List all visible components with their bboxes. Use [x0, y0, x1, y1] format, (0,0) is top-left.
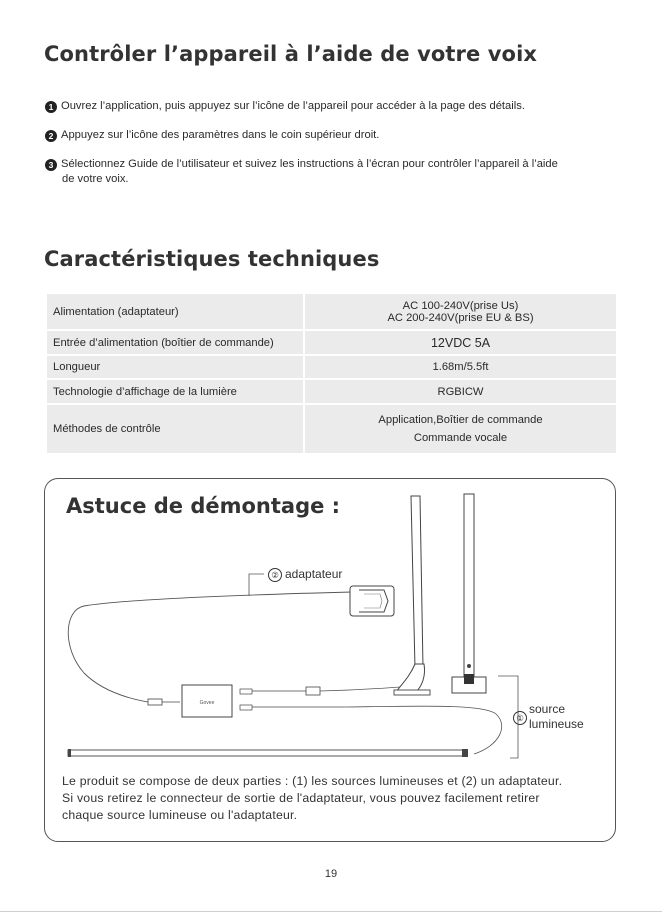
source-number: ①: [513, 711, 527, 725]
spec-label: Méthodes de contrôle: [46, 404, 304, 454]
spec-label: Alimentation (adaptateur): [46, 293, 304, 330]
tip-line: chaque source lumineuse ou l'adaptateur.: [62, 808, 298, 822]
source-label-line: lumineuse: [529, 717, 584, 731]
specs-title: Caractéristiques techniques: [44, 247, 380, 271]
spec-row-input: [46, 330, 617, 355]
step-number-1: 1: [45, 101, 57, 113]
connector-cables: [240, 686, 502, 754]
spec-label: Entrée d’alimentation (boîtier de commande): [46, 330, 304, 355]
step-number-2: 2: [45, 130, 57, 142]
spec-value: [304, 404, 617, 454]
light-bar-right: [452, 494, 486, 693]
step-1: [45, 99, 620, 114]
step-3-text-continued: de votre voix.: [62, 173, 129, 185]
step-number-3: 3: [45, 159, 57, 171]
spec-value: 1.68m/5.5ft: [304, 355, 617, 379]
spec-value: 12VDC 5A: [304, 330, 617, 355]
spec-value-line: Application,Boîtier de commande: [378, 414, 543, 426]
spec-label: Longueur: [46, 355, 304, 379]
source-label-line: source: [529, 702, 566, 716]
voice-control-title: Contrôler l’appareil à l’aide de votre voix: [44, 42, 538, 66]
spec-value-line: Commande vocale: [413, 432, 508, 444]
spec-label: Technologie d’affichage de la lumière: [46, 379, 304, 404]
adapter-brick: [350, 586, 394, 616]
spec-value: RGBICW: [304, 379, 617, 404]
step-2: [45, 128, 620, 143]
adapter-label: adaptateur: [285, 567, 343, 581]
adapter-number: ②: [268, 568, 282, 582]
spec-row-power: [46, 293, 617, 330]
step-2-text: Appuyez sur l’icône des paramètres dans le coin supérieur droit.: [61, 129, 380, 141]
step-1-text: Ouvrez l’application, puis appuyez sur l’icône de l’appareil pour accéder à la page des détails.: [61, 100, 525, 112]
control-box: [182, 685, 232, 717]
spec-row-technology: [46, 379, 617, 404]
source-label: [529, 702, 584, 732]
page-number: 19: [324, 868, 338, 880]
tip-line: Si vous retirez le connecteur de sortie de l'adaptateur, vous pouvez facilement retirer: [62, 791, 540, 805]
tip-description: [62, 773, 617, 824]
spec-value: [304, 293, 617, 330]
step-3-text: Sélectionnez Guide de l’utilisateur et suivez les instructions à l’écran pour contrôler l’appareil à l’aide: [61, 158, 558, 170]
bottom-divider: [0, 911, 662, 912]
spec-row-length: [46, 355, 617, 379]
spec-value-line: AC 200-240V(prise EU & BS): [387, 311, 534, 324]
spec-row-control: [46, 404, 617, 454]
step-3: [45, 157, 620, 187]
source-callout: [513, 702, 530, 725]
dc-plug: [148, 699, 180, 705]
tip-line: Le produit se compose de deux parties : (1) les sources lumineuses et (2) un adaptateur.: [62, 774, 563, 788]
tip-title: Astuce de démontage :: [66, 494, 341, 518]
disassembly-illustration: [44, 478, 616, 778]
adapter-callout: [268, 567, 342, 582]
spec-value-line: AC 100-240V(prise Us): [402, 299, 519, 312]
box-logo: Govee: [199, 700, 215, 706]
specs-table: [45, 292, 618, 455]
light-strip: [68, 749, 468, 757]
adapter-leader-line: [249, 574, 264, 596]
light-bar-left: [394, 496, 430, 695]
